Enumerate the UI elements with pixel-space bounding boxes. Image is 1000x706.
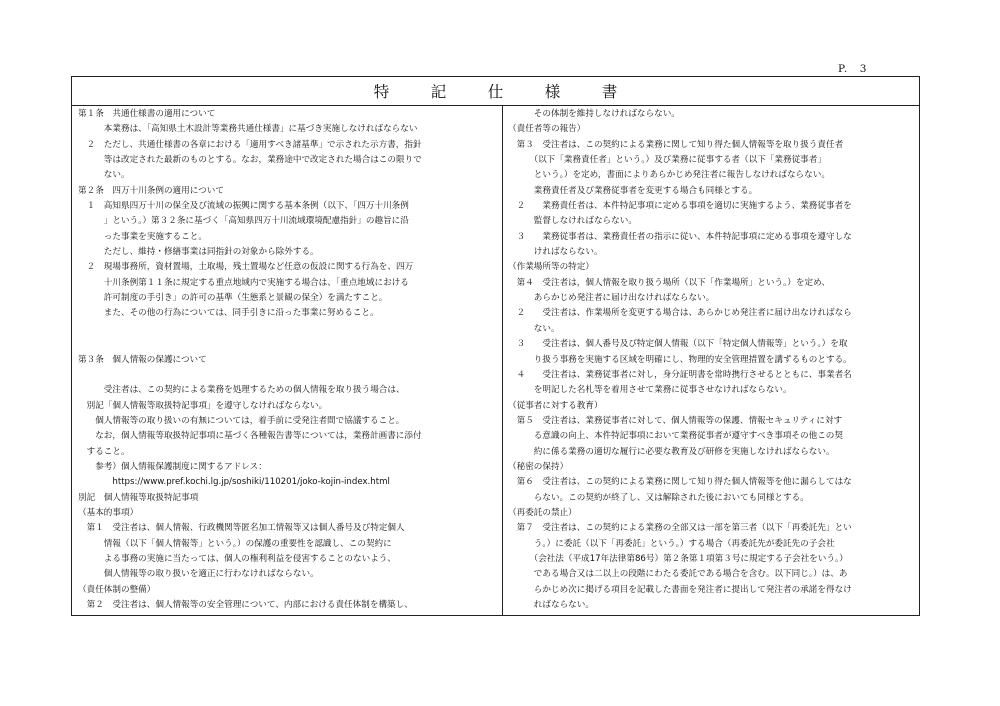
text-line: 個人情報等の取り扱いを適正に行わなければならない。 [78, 569, 319, 580]
text-line: 第５ 受注者は、業務従事者に対して、個人情報等の保護、情報セキュリティに対す [508, 415, 843, 426]
text-line: ればならない。 [508, 600, 594, 610]
text-line: ４ 受注者は、業務従事者に対し，身分証明書を常時携行させるとともに、事業者名 [508, 369, 852, 380]
text-line: 別記「個人情報等取扱特記事項」を遵守しなければならない。 [78, 400, 328, 411]
text-line: を明記した名札等を着用させて業務に従事させなければならない。 [508, 385, 792, 396]
reference-label: 参考）個人情報保護制度に関するアドレス： [78, 461, 267, 472]
text-line: 第７ 受注者は、この契約による業務の全部又は一部を第三者（以下「再委託先」とい [508, 523, 852, 534]
text-line: １ 高知県四万十川の保全及び流域の振興に関する基本条例（以下、「四万十川条例 [78, 201, 409, 212]
text-line: 第３ 受注者は、この契約による業務に関して知り得た個人情報等を取り扱う責任者 [508, 139, 844, 150]
section-heading: （秘密の保持） [508, 461, 569, 472]
text-line: ２ 受注者は、作業場所を変更する場合は、あらかじめ発注者に届け出なければなら [508, 308, 852, 319]
text-line: ない。 [508, 323, 560, 334]
text-line: 監督しなければならない。 [508, 216, 637, 227]
blank-line [78, 368, 498, 383]
text-line: ければならない。 [508, 247, 603, 258]
text-line: 受注者は、この契約による業務を処理するための個人情報を取り扱う場合は、 [78, 385, 405, 396]
text-line: 個人情報等の取り扱いの有無については，着手前に受発注者間で協議すること。 [78, 415, 405, 426]
text-line: 約に係る業務の適切な履行に必要な教育及び研修を実施しなければならない。 [508, 446, 835, 457]
text-line: ２ ただし、共通仕様書の各章における「適用すべき諸基準」で示された示方書，指針 [78, 139, 422, 150]
text-line: 情報（以下「個人情報等」という。）の保護の重要性を認識し、この契約に [78, 538, 392, 549]
section-heading: （再委託の禁止） [508, 507, 577, 518]
document-title: 特 記 仕 様 書 [373, 83, 631, 101]
blank-line [78, 337, 498, 352]
page-number: P. 3 [838, 63, 868, 75]
section-heading: （責任者等の報告） [508, 124, 586, 135]
text-line: 第６ 受注者は、この契約による業務に関して知り得た個人情報等を他に漏らしてはな [508, 477, 852, 488]
text-line: という。）を定め，書面によりあらかじめ発注者に報告しなければならない。 [508, 170, 830, 181]
text-line: ない。 [78, 170, 130, 181]
text-line: 第２ 受注者は、個人情報等の安全管理について、内部における責任体制を構築し、 [78, 600, 413, 610]
text-line: ３ 業務従事者は、業務責任者の指示に従い、本件特記事項に定める事項を遵守しな [508, 231, 852, 242]
text-line: 第４ 受注者は，個人情報を取り扱う場所（以下「作業場所」という。）を定め、 [508, 277, 830, 288]
text-line: 業務責任者及び業務従事者を変更する場合も同様とする。 [508, 185, 758, 196]
text-line: った事業を実施すること。 [78, 231, 207, 242]
text-line: らない。この契約が終了し、又は解除された後においても同様とする。 [508, 492, 809, 503]
column-divider [502, 105, 503, 615]
appendix-heading: 別記 個人情報等取扱特記事項 [78, 492, 199, 503]
text-line: ただし、維持・修繕事業は同指針の対象から除外する。 [78, 247, 319, 258]
section-heading: （作業場所等の特定） [508, 262, 594, 273]
text-line: らかじめ次に掲げる項目を記載した書面を発注者に提出して発注者の承諾を得なけ [508, 584, 852, 595]
article-3-heading: 第３条 個人情報の保護について [78, 354, 207, 365]
blank-line [78, 322, 498, 337]
section-heading: （責任体制の整備） [78, 584, 156, 595]
left-column [78, 107, 498, 613]
text-line: り扱う事務を実施する区域を明確にし、物理的安全管理措置を講ずるものとする。 [508, 354, 852, 365]
section-heading: （従事者に対する教育） [508, 400, 603, 411]
text-line: 許可制度の手引き」の許可の基準（生態系と景観の保全）を満たすこと。 [78, 293, 388, 304]
right-column [508, 107, 916, 613]
text-line: なお，個人情報等取扱特記事項に基づく各種報告書等については，業務計画書に添付 [78, 431, 422, 442]
text-line: よる事務の実施に当たっては、個人の権利利益を侵害することのないよう、 [78, 553, 396, 564]
text-line: る意識の向上、本件特記事項において業務従事者が遵守すべき事項その他この契 [508, 431, 843, 442]
text-line: ２ 現場事務所，資材置場，土取場，残土置場など任意の仮設に関する行為を、四万 [78, 262, 414, 273]
text-line: あらかじめ発注者に届け出なければならない。 [508, 293, 715, 304]
text-line: 」という。）第３２条に基づく「高知県四万十川流域環境配慮指針」の趣旨に沿 [78, 216, 409, 227]
article-2-heading: 第２条 四万十川条例の適用について [78, 185, 224, 196]
article-1-heading: 第１条 共通仕様書の適用について [78, 109, 216, 119]
title-bar [72, 77, 919, 106]
text-line: う。）に委託（以下「再委託」という。）する場合（再委託先が委託先の子会社 [508, 538, 835, 549]
text-line: （会社法（平成17年法律第86号）第２条第１項第３号に規定する子会社をいう。） [508, 553, 848, 564]
text-line: 本業務は、「高知県土木設計等業務共通仕様書」に基づき実施しなければならない [78, 124, 418, 135]
text-line: ２ 業務責任者は、本件特記事項に定める事項を適切に実施するよう、業務従事者を [508, 201, 852, 212]
text-line: その体制を維持しなければならない。 [508, 109, 680, 119]
text-line: 等は改定された最新のものとする。なお，業務途中で改定された場合はこの限りで [78, 155, 422, 166]
text-line: すること。 [78, 446, 130, 457]
text-line: ３ 受注者は、個人番号及び特定個人情報（以下「特定個人情報等」という。）を取 [508, 339, 848, 350]
reference-url: https://www.pref.kochi.lg.jp/soshiki/110201/joko-kojin-index.html [78, 477, 390, 488]
document-frame [71, 76, 920, 616]
text-line: 第１ 受注者は、個人情報、行政機関等匿名加工情報等又は個人番号及び特定個人 [78, 523, 405, 534]
section-heading: （基本的事項） [78, 507, 139, 518]
text-line: 十川条例第１１条に規定する重点地域内で実施する場合は、「重点地域における [78, 277, 409, 288]
text-line: （以下「業務責任者」という。）及び業務に従事する者（以下「業務従事者」 [508, 155, 826, 166]
text-line: である場合又は二以上の段階にわたる委託である場合を含む。以下同じ。）は、あ [508, 569, 848, 580]
text-line: また、その他の行為については、同手引きに沿った事業に努めること。 [78, 308, 379, 319]
